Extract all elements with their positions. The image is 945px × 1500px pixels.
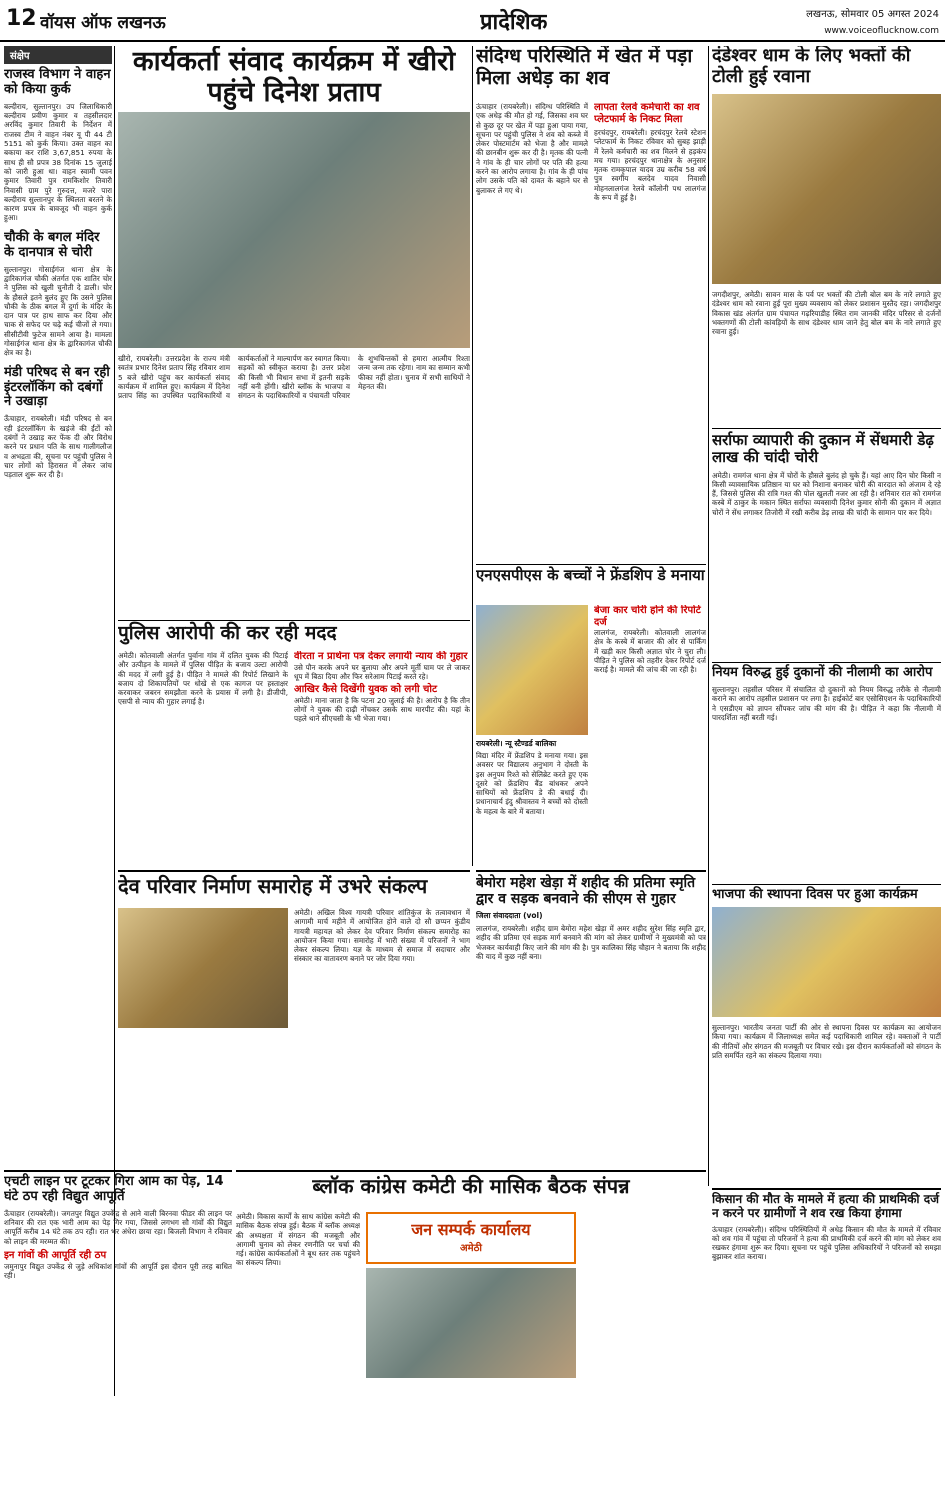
banner-subtitle: अमेठी (459, 1243, 483, 1254)
event-photo (118, 112, 470, 348)
column-rule (472, 46, 473, 866)
headline: एनएसपीएस के बच्चों ने फ्रेंडशिप डे मनाया (476, 566, 705, 584)
sidebar-label: संक्षेप (4, 46, 112, 64)
event-photo (712, 907, 941, 1017)
headline: बेमोरा महेश खेड़ा में शहीद की प्रतिमा स्मृति द्वार व सड़क बनवाने की सीएम से गुहार (476, 875, 696, 908)
sidebar-body-1: बल्दीराय, सुल्तानपुर। उप जिलाधिकारी बल्दीराय प्रवीण कुमार व तहसीलदार अरविंद कुमार तिवारी के निर्देशन में राजस्व टीम ने वाहन नंबर यू पी 44 टी 5151 को कुर्क किया। उक्त वाहन का बकाया कर राशि 3,67,851 रुपया के साथ ही सौ प्रपत्र 38 दिनांक 15 जुलाई को जारी हुआ था। वाहन स्वामी पवन कुमार तिवारी पुत्र रामकिशोर तिवारी निवासी ग्राम पुरे गुरुदत्त, मजरे पारा बल्दीराय सुल्तानपुर के स्थिलता बरतने के कारण प्रपत्र के बावजूद भी वाहन कुर्क हुआ। (4, 101, 112, 223)
sidebar-body-3: ऊँचाहार, रायबरेली। मंडी परिषद से बन रही इंटरलॉकिंग के खड़ंजे की ईंटों को दबंगों ने उखाड़ कर फेंक दी और विरोध करने पर प्रधान पति के साथ गालीगलौज व अभद्रता की, सूचना पर पहुंची पुलिस ने चार लोगों को हिरासत में लेकर जांच पड़ताल शुरू कर दी है। (4, 414, 112, 480)
headline: देव परिवार निर्माण समारोह में उभरे संकल्प (118, 874, 428, 898)
headline: नियम विरुद्ध हुई दुकानों की नीलामी का आरोप (712, 665, 933, 680)
article-devotees (712, 46, 941, 426)
meeting-photo (366, 1268, 576, 1378)
article-body: खीरो, रायबरेली। उत्तरप्रदेश के राज्य मंत्री स्वतंत्र प्रभार दिनेश प्रताप सिंह रविवार शाम 5 बजे खीरो पहुंच कर कार्यकर्ता संवाद कार्यक्रम में शामिल हुए। कार्यक्रम में दिनेश प्रताप सिंह का उपस्थित पदाधिकारियों व कार्यकर्ताओं ने माल्यार्पण कर स्वागत किया। सड़कों को स्वीकृत कराया है। उत्तर प्रदेश की किसी भी विधान सभा में इतनी सड़के नहीं बनी होंगी। खीरो ब्लॉक के भाजपा व संगठन के पदाधिकारियों व पंचायती परिवार के शुभचिन्तकों से हमारा आत्मीय रिश्ता जन्म जन्म तक रहेगा। नाम का सम्मान कभी फीका नहीं होता। चुनाव में सभी साथियों ने मेहनत की। (118, 354, 470, 401)
event-photo (118, 908, 288, 1028)
article-body: लालगंज, रायबरेली। शहीद ग्राम बेमोरा महेश खेड़ा में अमर शहीद सुरेश सिंह स्मृति द्वार, शहीद की प्रतिमा एवं सड़क मार्ग बनवाने की मांग को लेकर ग्रामीणों ने मुख्यमंत्री को पत्र भेजकर कार्यवाही किए जाने की मांग की है। पुत्र कालिका सिंह चौहान ने बताया कि शहीद की याद में कुछ नहीं बना। (476, 924, 706, 962)
article-body: अमेठी। कोतवाली अंतर्गत पुर्वाना गांव में दलित युवक की पिटाई और उत्पीड़न के मामले में पुलिस पीड़ित के बजाय उल्टा आरोपी की मदद में लगी हुई है। पीड़ित ने मामले की रिपोर्ट लिखाने के बजाय दो शिकायतियों पर धोखे से एक कागज पर हस्ताक्षर करवाकर जबरन समझौता करने के प्रयास में लगी है। डीजीपी, एसपी से न्याय की गुहार लगाई है। (118, 651, 288, 707)
column-rule (708, 46, 709, 1186)
article-friendship-day (476, 564, 706, 866)
article-body-found (476, 46, 706, 561)
headline: किसान की मौत के मामले में हत्या की प्राथमिकी दर्ज न करने पर ग्रामीणों ने शव रख किया हंगामा (712, 1192, 939, 1220)
article-dev-parivar (118, 870, 470, 1166)
headline: ब्लॉक कांग्रेस कमेटी की मासिक बैठक संपन्न (312, 1174, 630, 1198)
article-auction (712, 662, 941, 882)
article-farmer-death (712, 1188, 941, 1496)
sub-body: लालगंज, रायबरेली। कोतवाली लालगंज क्षेत्र के कस्बे में बाजार की ओर से पार्किंग में खड़ी कार किसी अज्ञात चोर ने चुरा ली। पीड़ित ने पुलिस को तहरीर देकर रिपोर्ट दर्ज कराई है। मामले की जांच की जा रही है। (594, 628, 706, 675)
sub-headline-2: आखिर कैसे दिखेंगी युवक को लगी चोट (294, 684, 437, 696)
headline: दंडेश्वर धाम के लिए भक्तों की टोली हुई रवाना (712, 46, 911, 87)
sub-body: हरचंदपुर, रायबरेली। हरचंदपुर रेलवे स्टेशन प्लेटफार्म के निकट रविवार को सुबह झाड़ी में रेलवे कर्मचारी का शव मिलने से हड़कंप मच गया। हरचंदपुर थानाक्षेत्र के अनुसार मृतक रामकृपाल यादव उम्र करीब 58 वर्ष पुत्र स्वर्गीय बलदेव यादव निवासी मोहनलालगंज रेलवे कॉलोनी पथ लालगंज के रूप में हुई है। (594, 128, 706, 203)
sidebar-headline-3: मंडी परिषद से बन रही इंटरलॉकिंग को दबंगों ने उखाड़ा (4, 364, 110, 410)
headline: भाजपा की स्थापना दिवस पर हुआ कार्यक्रम (712, 887, 918, 902)
article-body: अमेठी। रामगंज थाना क्षेत्र में चोरों के हौसले बुलंद हो चुके हैं। यहां आए दिन चोर किसी न किसी व्यावसायिक प्रतिष्ठान या घर को निशाना बनाकर चोरी की वारदात को अंजाम दे रहे हैं, जिससे पुलिस की रात्रि गश्त की पोल खुलती नजर आ रही है। शनिवार रात को रामगंज कस्बे में ठाकुर के मकान स्थित सर्राफा व्यवसायी दिनेश कुमार सोनी की दुकान में अज्ञात चोरों ने सेंध लगाकर तिजोरी में रखी करीब डेढ़ लाख की चांदी के सामान पार कर दिये। (712, 470, 941, 517)
article-body: ऊंचाहार (रायबरेली)। संदिग्ध परिस्थितियों में अधेड़ किसान की मौत के मामले में रविवार को शव गांव में पहुंचा तो परिजनों ने हत्या की प्राथमिकी दर्ज करने की मांग को लेकर शव रखकर हंगामा शुरू कर दिया। सूचना पर पहुंचे पुलिस अधिकारियों ने परिजनों को समझा बुझाकर शांत कराया। (712, 1224, 941, 1262)
article-body: अमेठी। अखिल विश्व गायत्री परिवार शांतिकुंज के तत्वावधान में आगामी मार्च महीने में आयोजित होने वाले दो सौ छप्पन कुंडीय गायत्री महायज्ञ को लेकर देव परिवार निर्माण संकल्प समारोह का आयोजन किया गया। समारोह में भारी संख्या में परिजनों ने भाग लेकर संकल्प लिया। यज्ञ के माध्यम से समाज में सदाचार और संस्कार का वातावरण बनाने पर जोर दिया गया। (294, 908, 470, 964)
page-number: 12 (6, 6, 37, 31)
sidebar-headline-1: राजस्व विभाग ने वाहन को किया कुर्क (4, 67, 111, 97)
website: www.voiceoflucknow.com (824, 26, 939, 36)
article-body: सुल्तानपुर। भारतीय जनता पार्टी की ओर से स्थापना दिवस पर कार्यक्रम का आयोजन किया गया। कार्यक्रम में जिलाध्यक्ष समेत कई पदाधिकारी शामिल रहे। वक्ताओं ने पार्टी की नीतियों और संगठन की मजबूती पर विचार रखे। इस दौरान कार्यकर्ताओं को संगठन के प्रति समर्पित रहने का संकल्प दिलाया गया। (712, 1023, 941, 1060)
headline: सर्राफा व्यापारी की दुकान में सेंधमारी डेढ़ लाख की चांदी चोरी (712, 431, 934, 467)
issue-date: लखनऊ, सोमवार 05 अगस्त 2024 (806, 9, 939, 20)
sub-headline: लापता रेलवे कर्मचारी का शव प्लेटफार्म के निकट मिला (594, 102, 700, 125)
article-congress-meeting (236, 1170, 706, 1496)
devotees-photo (712, 94, 941, 284)
sidebar-headline-2: चौकी के बगल मंदिर के दानपात्र से चोरी (4, 229, 100, 260)
banner-title: जन सम्पर्क कार्यालय (411, 1220, 531, 1239)
byline: जिला संवाददाता (vol) (476, 911, 543, 921)
sub-headline: वीरता न प्रार्थना पत्र देकर लगायी न्याय की गुहार (294, 651, 468, 662)
headline: एचटी लाइन पर टूटकर गिरा आम का पेड़, 14 घंटे ठप रही विद्युत आपूर्ति (4, 1174, 224, 1204)
article-body: सुल्तानपुर। तहसील परिसर में संचालित दो दुकानों को नियम विरुद्ध तरीके से नीलामी कराने का आरोप तहसील प्रशासन पर लगा है। हाईकोर्ट बार एसोसिएशन के पदाधिकारियों ने एसडीएम को ज्ञापन सौंपकर जांच की मांग की है। पीड़ित ने कहा कि नीलामी में पारदर्शिता नहीं बरती गई। (712, 684, 941, 722)
office-banner (366, 1212, 576, 1264)
paper-name: वॉयस ऑफ लखनऊ (40, 13, 166, 33)
children-photo (476, 605, 588, 735)
sub-body: उसे पौन करके अपने घर बुलाया और अपने मूर्ती घाम पर ले जाकर धूप में बिठा दिया और फिर सरेआम पिटाई करते रहे। (294, 662, 470, 681)
section-title: प्रादेशिक (480, 10, 548, 35)
article-worker-dialogue (118, 46, 470, 616)
article-body: विद्या मंदिर में फ्रेंडशिप डे मनाया गया। इस अवसर पर विद्यालय अनुभाग ने दोस्ती के इस अनुपम रिश्ते को सेलिब्रेट करते हुए एक दूसरे को फ्रेंडशिप बैंड बांधकर अपने साथियों को फ्रेंडशिप डे की बधाई दी। प्रधानाचार्य इंदु श्रीवास्तव ने बच्चों को दोस्ती के महत्व के बारे में बताया। (476, 751, 588, 816)
masthead (0, 0, 945, 42)
sidebar-body-2: सुल्तानपुर। गोसाईगंज थाना क्षेत्र के द्वारिकागंज चौकी अंतर्गत एक शातिर चोर ने पुलिस को खुली चुनौती दे डाली। चोर के हौसले इतने बुलंद हुए कि उसने पुलिस चौकी के ठीक बगल में दुर्गा के मंदिर के दान पात्र पर हाथ साफ कर दिया और चाक से सफेद पर चढ़े कई चीजों ले गया। सीसीटीवी फुटेज सामने आया है। मामला गोसाईगंज थाना क्षेत्र के द्वारिकागंज चौकी क्षेत्र का है। (4, 264, 112, 358)
article-body: जगदीशपुर, अमेठी। सावन मास के पर्व पर भक्तों की टोली बोल बम के नारे लगाते हुए दंडेश्वर धाम को रवाना हुई पूरा मुख्य व्यवसाय को लेकर प्रशासन मुस्तैद रहा। जगदीशपुर विकास खंड अंतर्गत ग्राम पंचायत गढ़रियाडीह स्थित राम जानकी मंदिर परिसर से दर्जनों भक्तगणों की टोली कांवड़ियों के साथ दंडेश्वर धाम जाने हेतु बोल बम के नारे लगाते हुए रवाना हुई। (712, 290, 941, 337)
headline: पुलिस आरोपी की कर रही मदद (118, 622, 337, 644)
article-power-outage (4, 1170, 232, 1496)
photo-caption: रायबरेली। न्यू स्टैण्डर्ड बालिका (476, 739, 557, 748)
sub-headline: इन गांवों की आपूर्ति रही ठप (4, 1250, 107, 1262)
article-police-help (118, 620, 470, 866)
article-jeweller-theft (712, 428, 941, 660)
sub-body: जमुनापुर विद्युत उपकेंद्र से जुड़े अधिकांश गांवों की आपूर्ति इस दौरान पूरी तरह बाधित रही। (4, 1261, 232, 1280)
article-foundation-day (712, 884, 941, 1184)
headline: कार्यकर्ता संवाद कार्यक्रम में खीरो पहुंचे दिनेश प्रताप (132, 46, 456, 109)
sub-body-2: अमेठी। माना जाता है कि पटना 20 जुलाई की है। आरोप है कि तीन लोगों ने युवक की दाढ़ी नोंचकर उसके साथ मारपीट की। यहां के पहले थाने सीएचसी के भी भेजा गया। (294, 695, 470, 724)
article-martyr-statue (476, 870, 706, 1166)
sub-headline: बेजा कार चोरी होने की रिपोर्ट दर्ज (594, 605, 701, 628)
article-body: ऊंचाहार (रायबरेली)। संदिग्ध परिस्थिति में एक अधेड़ की मौत हो गई, जिसका शव घर से कुछ दूर पर खेत में पड़ा हुआ पाया गया, सूचना पर पहुंची पुलिस ने शव को कब्जे में लेकर पोस्टमार्टम को भेजा है और मामले की छानबीन शुरू कर दी है। मृतक की पत्नी ने गांव के ही चार लोगों पर पति की हत्या करने का आरोप लगाया है। गांव के ही पांच लोग उसके पति को दावत के बहाने घर से बुलाकर ले गए थे। (476, 102, 588, 195)
headline: संदिग्ध परिस्थिति में खेत में पड़ा मिला अधेड़ का शव (476, 46, 693, 89)
article-body: अमेठी। विकास कार्यों के साथ कांग्रेस कमेटी की मासिक बैठक संपन्न हुई। बैठक में ब्लॉक अध्यक्ष की अध्यक्षता में संगठन की मजबूती और आगामी चुनाव को लेकर रणनीति पर चर्चा की गई। कांग्रेस कार्यकर्ताओं ने बूथ स्तर तक पहुंचने का संकल्प लिया। (236, 1212, 360, 1268)
article-body: ऊँचाहार (रायबरेली)। जगतपुर विद्युत उपकेंद्र से आने वाली बिरनवा फीडर की लाइन पर शनिवार की रात एक भारी आम का पेड़ गिर गया, जिससे लगभग सौ गांवों की विद्युत आपूर्ति करीब 14 घंटे तक ठप रही। रात भर अंधेरा छाया रहा। बिजली विभाग ने रविवार को लाइन की मरम्मत की। (4, 1208, 232, 1246)
